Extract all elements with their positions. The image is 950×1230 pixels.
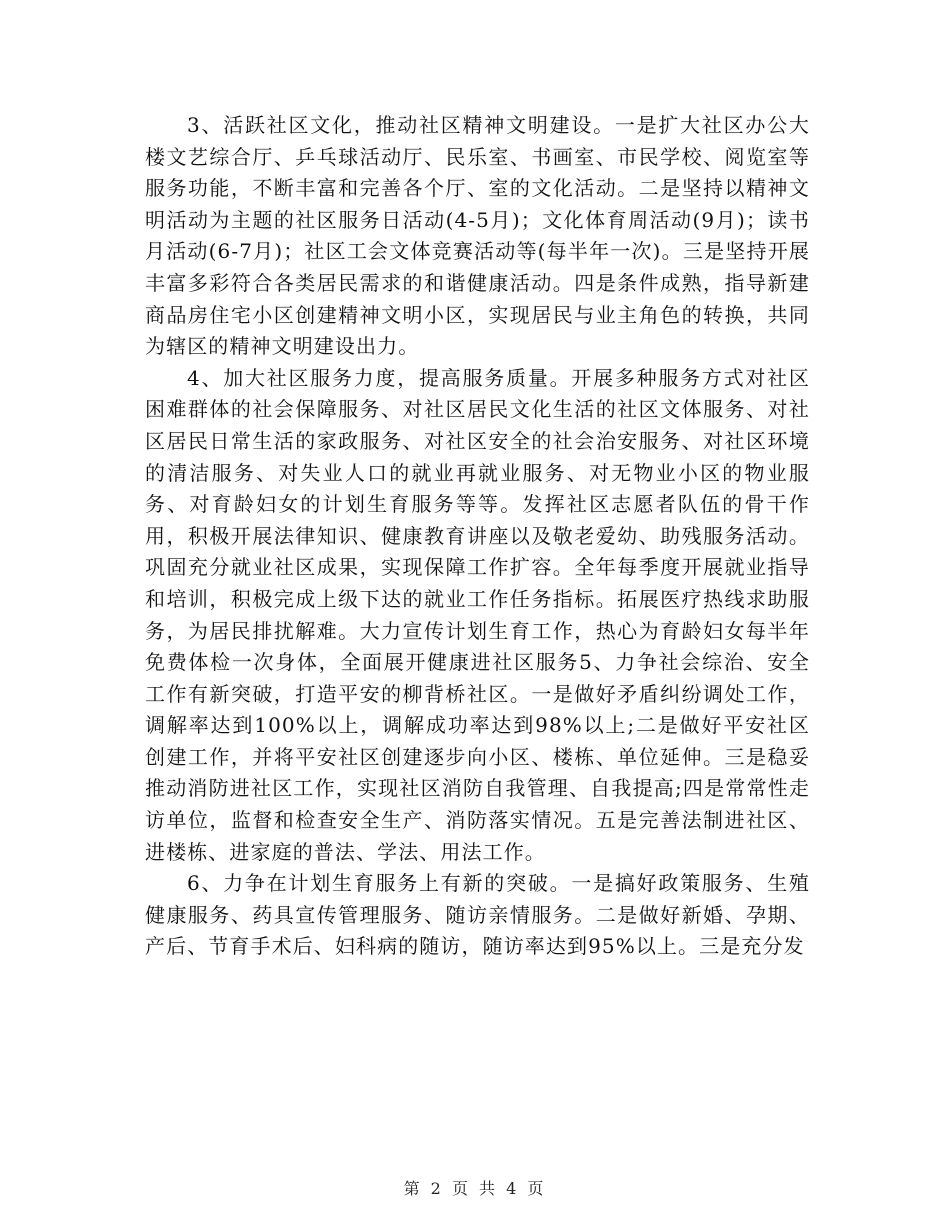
paragraph-3: 3、活跃社区文化，推动社区精神文明建设。一是扩大社区办公大楼文艺综合厅、乒乓球活动厅、民乐室、书画室、市民学校、阅览室等服务功能，不断丰富和完善各个厅、室的文化活动。二是坚持以精神文明活动为主题的社区服务日活动(4-5月)；文化体育周活动(9月)；读书月活动(6-7月)；社区工会文体竞赛活动等(每半年一次)。三是坚持开展丰富多彩符合各类居民需求的和谐健康活动。四是条件成熟，指导新建商品房住宅小区创建精神文明小区，实现居民与业主角色的转换，共同为辖区的精神文明建设出力。 bbox=[145, 113, 810, 359]
paragraph-6: 6、力争在计划生育服务上有新的突破。一是搞好政策服务、生殖健康服务、药具宣传管理服务、随访亲情服务。二是做好新婚、孕期、产后、节育手术后、妇科病的随访，随访率达到95%以上。三是充分发 bbox=[145, 871, 810, 959]
paragraph-4-5: 4、加大社区服务力度，提高服务质量。开展多种服务方式对社区困难群体的社会保障服务、对社区居民文化生活的社区文体服务、对社区居民日常生活的家政服务、对社区安全的社会治安服务、对社区环境的清洁服务、对失业人口的就业再就业服务、对无物业小区的物业服务、对育龄妇女的计划生育服务等等。发挥社区志愿者队伍的骨干作用，积极开展法律知识、健康教育讲座以及敬老爱幼、助残服务活动。巩固充分就业社区成果，实现保障工作扩容。全年每季度开展就业指导和培训，积极完成上级下达的就业工作任务指标。拓展医疗热线求助服务，为居民排扰解难。大力宣传计划生育工作，热心为育龄妇女每半年免费体检一次身体，全面展开健康进社区服务5、力争社会综治、安全工作有新突破，打造平安的柳背桥社区。一是做好矛盾纠纷调处工作，调解率达到100%以上，调解成功率达到98%以上;二是做好平安社区创建工作，并将平安社区创建逐步向小区、楼栋、单位延伸。三是稳妥推动消防进社区工作，实现社区消防自我管理、自我提高;四是常常性走访单位，监督和检查安全生产、消防落实情况。五是完善法制进社区、进楼栋、进家庭的普法、学法、用法工作。 bbox=[145, 365, 810, 864]
body-text bbox=[145, 110, 810, 963]
page-footer: 第 2 页 共 4 页 bbox=[403, 1179, 547, 1198]
